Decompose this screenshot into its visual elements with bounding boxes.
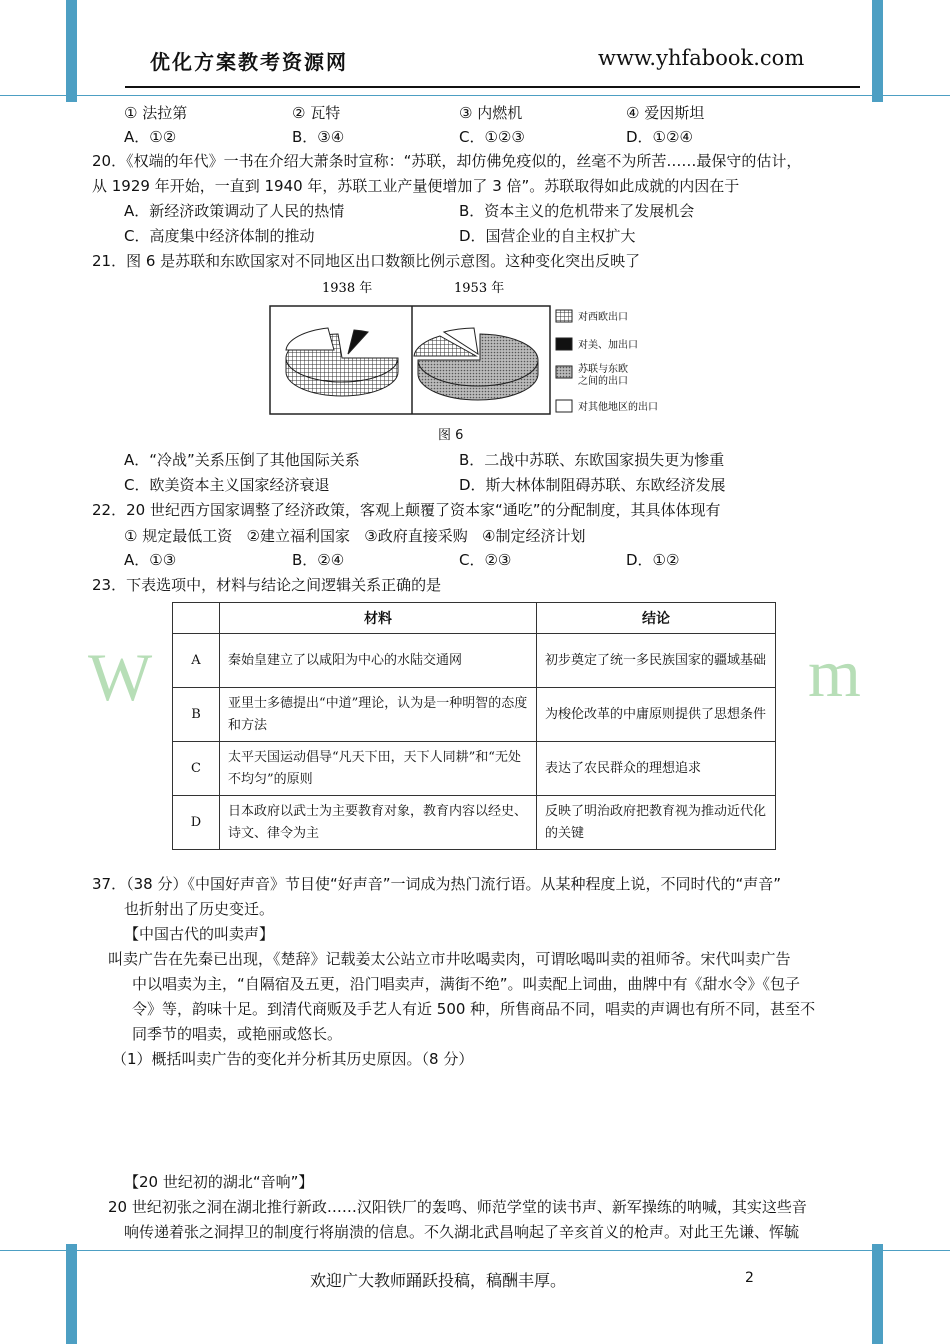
q21-choice-a: A．“冷战”关系压倒了其他国际关系	[124, 451, 360, 469]
q37-paragraph-2-line1: 20 世纪初张之洞在湖北推行新政……汉阳铁厂的轰鸣、师范学堂的读书声、新军操练的呐喊，其实这些音	[108, 1198, 807, 1216]
q23-row-material: 日本政府以武士为主要教育对象，教育内容以经史、诗文、律令为主	[220, 796, 537, 850]
q19-option-1: ① 法拉第	[124, 104, 188, 122]
q21-pie-1938-us-canada	[348, 330, 368, 354]
q23-header-blank	[173, 603, 220, 634]
q21-legend-intra-bloc-1: 苏联与东欧	[578, 364, 628, 375]
q21-legend-swatch-west-europe	[556, 310, 572, 322]
q21-pie-1938	[286, 328, 398, 396]
q20-choice-d: D．国营企业的自主权扩大	[459, 227, 636, 245]
q23-row-conclusion: 表达了农民群众的理想追求	[537, 742, 776, 796]
q19-choice-a: A．①②	[124, 128, 177, 146]
right-top-bar	[872, 0, 883, 102]
q23-row-b	[173, 688, 776, 742]
q21-legend	[556, 310, 658, 413]
watermark-right: m	[808, 635, 861, 711]
header-rule	[125, 86, 860, 88]
page-number: 2	[745, 1270, 754, 1286]
q21-pie-1953	[414, 328, 538, 400]
q20-stem-line2: 从 1929 年开始，一直到 1940 年，苏联工业产量便增加了 3 倍”。苏联取得如此成就的内因在于	[92, 177, 740, 195]
q23-row-conclusion: 初步奠定了统一多民族国家的疆域基础	[537, 634, 776, 688]
q22-choice-d: D．①②	[626, 551, 680, 569]
q19-option-4: ④ 爱因斯坦	[626, 104, 705, 122]
q23-header-material: 材料	[220, 603, 537, 634]
left-top-bar	[66, 0, 77, 102]
header-title: 优化方案教考资源网	[150, 50, 348, 74]
q21-stem: 21．图 6 是苏联和东欧国家对不同地区出口数额比例示意图。这种变化突出反映了	[92, 252, 641, 270]
right-bottom-bar	[872, 1244, 883, 1344]
q37-paragraph-1-line4: 同季节的唱卖，或艳丽或悠长。	[132, 1025, 343, 1043]
q21-legend-other: 对其他地区的出口	[578, 402, 658, 413]
q21-legend-swatch-intra-bloc	[556, 366, 572, 378]
q21-figure-caption: 图 6	[438, 428, 464, 443]
q20-choice-c: C．高度集中经济体制的推动	[124, 227, 315, 245]
q22-choice-b: B．②④	[292, 551, 345, 569]
q21-legend-west-europe: 对西欧出口	[578, 312, 628, 323]
q19-choice-d: D．①②④	[626, 128, 693, 146]
q37-paragraph-1-line2: 中以唱卖为主，“自隔宿及五更，沿门唱卖声，满街不绝”。叫卖配上词曲，曲牌中有《甜水令》《包子	[132, 975, 801, 993]
q21-choice-d: D．斯大林体制阻碍苏联、东欧经济发展	[459, 476, 726, 494]
q21-legend-us-canada: 对美、加出口	[578, 340, 638, 351]
footer-text: 欢迎广大教师踊跃投稿，稿酬丰厚。	[310, 1271, 567, 1290]
q23-row-conclusion: 为梭伦改革的中庸原则提供了思想条件	[537, 688, 776, 742]
top-blue-rule	[0, 95, 950, 96]
q23-row-c	[173, 742, 776, 796]
q23-row-option: D	[173, 796, 220, 850]
q20-stem-line1: 20．《权端的年代》一书在介绍大萧条时宣称：“苏联，却仿佛免疫似的，丝毫不为所苦……最保守的估计，	[92, 152, 802, 170]
q37-stem-line2: 也折射出了历史变迁。	[124, 900, 275, 918]
q37-paragraph-1-line1: 叫卖广告在先秦已出现，《楚辞》记载姜太公站立市井吆喝卖肉，可谓吆喝叫卖的祖师爷。宋代叫卖广告	[108, 950, 791, 968]
q23-header-conclusion: 结论	[537, 603, 776, 634]
q19-option-2: ② 瓦特	[292, 104, 341, 122]
q23-row-d	[173, 796, 776, 850]
q23-row-option: C	[173, 742, 220, 796]
q21-choice-b: B．二战中苏联、东欧国家损失更为惨重	[459, 451, 725, 469]
q37-paragraph-2-line2: 响传递着张之洞捍卫的制度行将崩溃的信息。不久湖北武昌响起了辛亥首义的枪声。对此王先谦、恽毓	[124, 1223, 800, 1241]
q19-option-3: ③ 内燃机	[459, 104, 523, 122]
q23-row-material: 太平天国运动倡导“凡天下田，天下人同耕”和“无处不均匀”的原则	[220, 742, 537, 796]
header-url: www.yhfabook.com	[598, 46, 805, 70]
left-bottom-bar	[66, 1244, 77, 1344]
q23-row-material: 亚里士多德提出“中道”理论，认为是一种明智的态度和方法	[220, 688, 537, 742]
q20-choice-b: B．资本主义的危机带来了发展机会	[459, 202, 695, 220]
q21-year-1953: 1953 年	[454, 281, 505, 296]
q20-choice-a: A．新经济政策调动了人民的热情	[124, 202, 345, 220]
q23-row-option: B	[173, 688, 220, 742]
q37-subquestion-1: （1）概括叫卖广告的变化并分析其历史原因。（8 分）	[112, 1050, 474, 1068]
q23-row-conclusion: 反映了明治政府把教育视为推动近代化的关键	[537, 796, 776, 850]
q21-legend-swatch-other	[556, 400, 572, 412]
q21-choice-c: C．欧美资本主义国家经济衰退	[124, 476, 330, 494]
q23-table-header	[173, 603, 776, 634]
q23-row-option: A	[173, 634, 220, 688]
q22-choice-c: C．②③	[459, 551, 512, 569]
q21-figure-6	[268, 276, 688, 426]
q23-table	[172, 602, 776, 850]
q37-stem-line1: 37．（38 分）《中国好声音》节目使“好声音”一词成为热门流行语。从某种程度上说，不同时代的“声音”	[92, 875, 782, 893]
q19-choice-b: B．③④	[292, 128, 345, 146]
q23-row-material: 秦始皇建立了以咸阳为中心的水陆交通网	[220, 634, 537, 688]
q21-pie-1938-other	[286, 328, 334, 350]
q21-legend-swatch-us-canada	[556, 338, 572, 350]
q23-stem: 23．下表选项中，材料与结论之间逻辑关系正确的是	[92, 576, 442, 594]
q22-stem: 22．20 世纪西方国家调整了经济政策，客观上颠覆了资本家“通吃”的分配制度，其具体体现有	[92, 501, 721, 519]
q21-legend-intra-bloc-2: 之间的出口	[578, 376, 628, 387]
q37-paragraph-1-line3: 令》等，韵味十足。到清代商贩及手艺人有近 500 种，所售商品不同，唱卖的声调也有所不同，甚至不	[132, 1000, 816, 1018]
watermark-left: W	[88, 639, 153, 715]
q22-choice-a: A．①③	[124, 551, 177, 569]
q23-row-a	[173, 634, 776, 688]
q37-section-2-title: 【20 世纪初的湖北“音响”】	[124, 1173, 314, 1191]
q22-items: ① 规定最低工资 ②建立福利国家 ③政府直接采购 ④制定经济计划	[124, 527, 586, 545]
q21-year-1938: 1938 年	[322, 281, 373, 296]
q19-choice-c: C．①②③	[459, 128, 525, 146]
bottom-blue-rule	[0, 1250, 950, 1251]
q37-section-1-title: 【中国古代的叫卖声】	[124, 925, 275, 943]
